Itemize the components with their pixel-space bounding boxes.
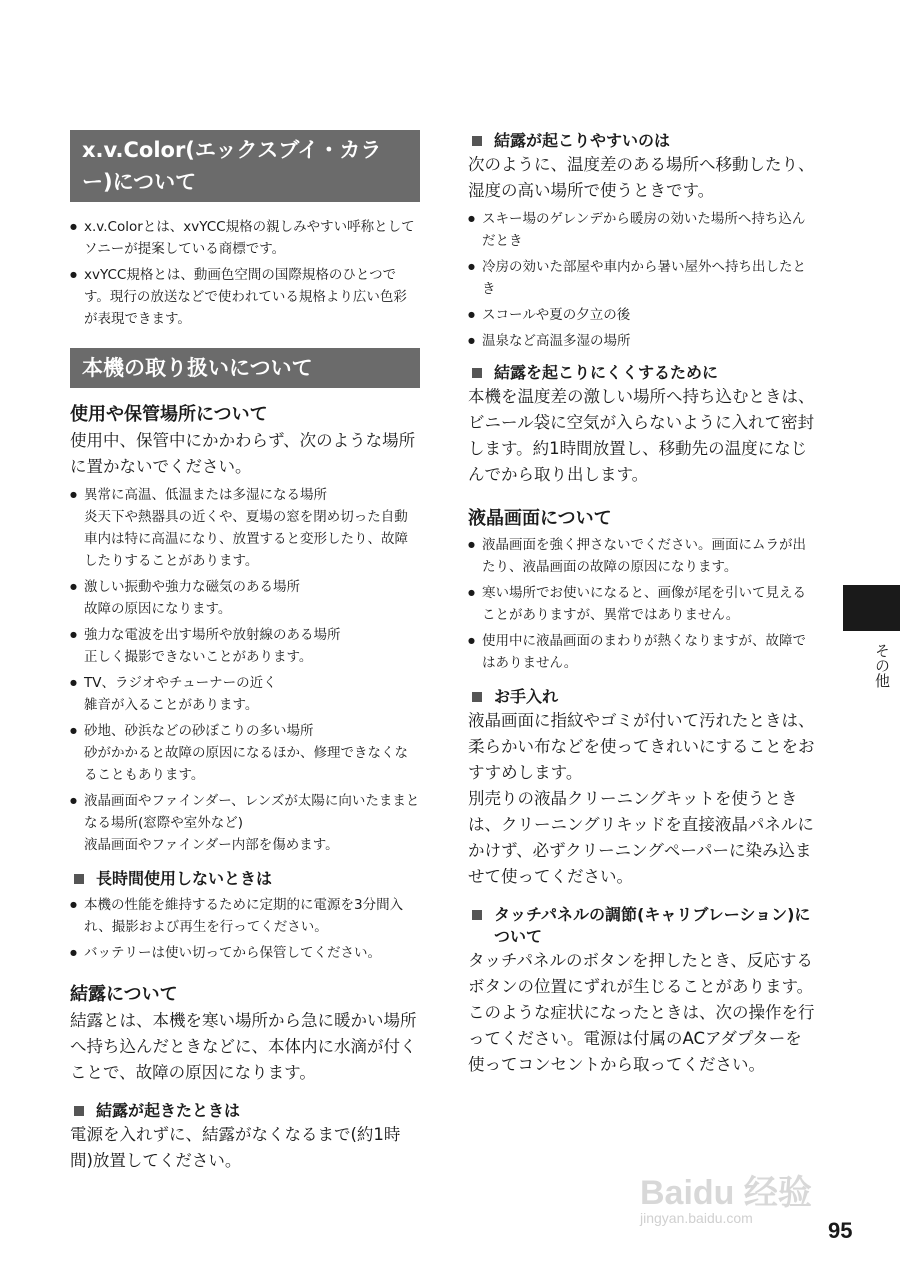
list-item: ● 寒い場所でお使いになると、画像が尾を引いて見えることがありますが、異常ではありません。 bbox=[468, 582, 818, 626]
occurred-heading: 結露が起きたときは bbox=[70, 1100, 420, 1122]
usage-intro: 使用中、保管中にかかわらず、次のような場所に置かないでください。 bbox=[70, 431, 416, 476]
list-item: ● 冷房の効いた部屋や車内から暑い屋外へ持ち出したとき bbox=[468, 256, 818, 300]
likely-text: 次のように、温度差のある場所へ移動したり、湿度の高い場所で使うときです。 bbox=[468, 155, 815, 200]
watermark-logo: Baidu 经验 bbox=[640, 1174, 812, 1212]
care-text-1: 液晶画面に指紋やゴミが付いて汚れたときは、柔らかい布などを使ってきれいにすることをおすすめします。 bbox=[468, 711, 815, 782]
longterm-list bbox=[70, 894, 420, 964]
lcd-heading: 液晶画面について bbox=[468, 508, 612, 529]
square-bullet-icon bbox=[472, 368, 482, 378]
condensation-text: 結露とは、本機を寒い場所から急に暖かい場所へ持ち込んだときなどに、本体内に水滴が付くことで、故障の原因になります。 bbox=[70, 1011, 417, 1082]
prevent-heading: 結露を起こりにくくするために bbox=[468, 362, 818, 384]
left-column bbox=[70, 130, 420, 1174]
square-bullet-icon bbox=[74, 1106, 84, 1116]
square-bullet-icon bbox=[74, 874, 84, 884]
square-bullet-icon bbox=[472, 692, 482, 702]
list-item: ● 使用中に液晶画面のまわりが熱くなりますが、故障ではありません。 bbox=[468, 630, 818, 674]
list-item: ● 異常に高温、低温または多湿になる場所 炎天下や熱器具の近くや、夏場の窓を閉め切った自動車内は特に高温になり、放置すると変形したり、故障したりすることがあります。 bbox=[70, 484, 420, 572]
care-heading: お手入れ bbox=[468, 686, 818, 708]
list-item: ● スコールや夏の夕立の後 bbox=[468, 304, 818, 326]
list-item: ● 激しい振動や強力な磁気のある場所 故障の原因になります。 bbox=[70, 576, 420, 620]
calibration-text-1: タッチパネルのボタンを押したとき、反応するボタンの位置にずれが生じることがあります。 bbox=[468, 951, 814, 996]
square-bullet-icon bbox=[472, 136, 482, 146]
list-item: ● TV、ラジオやチューナーの近く 雑音が入ることがあります。 bbox=[70, 672, 420, 716]
list-item: ● 温泉など高温多湿の場所 bbox=[468, 330, 818, 352]
lcd-list bbox=[468, 534, 818, 674]
side-section-label: その他 bbox=[873, 643, 891, 688]
occurred-text: 電源を入れずに、結露がなくなるまで(約1時間)放置してください。 bbox=[70, 1125, 401, 1170]
usage-heading: 使用や保管場所について bbox=[70, 404, 268, 425]
list-item: ● 本機の性能を維持するために定期的に電源を3分間入れ、撮影および再生を行ってください。 bbox=[70, 894, 420, 938]
usage-list bbox=[70, 484, 420, 856]
list-item: ● 強力な電波を出す場所や放射線のある場所 正しく撮影できないことがあります。 bbox=[70, 624, 420, 668]
care-text-2: 別売りの液晶クリーニングキットを使うときは、クリーニングリキッドを直接液晶パネルにかけず、必ずクリーニングペーパーに染み込ませて使ってください。 bbox=[468, 789, 814, 886]
xv-color-list bbox=[70, 216, 420, 330]
list-item: ● バッテリーは使い切ってから保管してください。 bbox=[70, 942, 420, 964]
calibration-heading: タッチパネルの調節(キャリブレーション)について bbox=[468, 904, 818, 948]
list-item: ● x.v.Colorとは、xvYCC規格の親しみやすい呼称としてソニーが提案している商標です。 bbox=[70, 216, 420, 260]
handling-section-title: 本機の取り扱いについて bbox=[70, 348, 420, 388]
section-tab-marker bbox=[843, 585, 900, 631]
list-item: ● 液晶画面を強く押さないでください。画面にムラが出たり、液晶画面の故障の原因になります。 bbox=[468, 534, 818, 578]
longterm-heading: 長時間使用しないときは bbox=[70, 868, 420, 890]
prevent-text: 本機を温度差の激しい場所へ持ち込むときは、ビニール袋に空気が入らないように入れて密封します。約1時間放置し、移動先の温度になじんでから取り出します。 bbox=[468, 387, 815, 484]
list-item: ● スキー場のゲレンデから暖房の効いた場所へ持ち込んだとき bbox=[468, 208, 818, 252]
square-bullet-icon bbox=[472, 910, 482, 920]
right-column bbox=[468, 130, 818, 1078]
list-item: ● 液晶画面やファインダー、レンズが太陽に向いたままとなる場所(窓際や室外など) 液晶画面やファインダー内部を傷めます。 bbox=[70, 790, 420, 856]
watermark-url: jingyan.baidu.com bbox=[640, 1210, 753, 1226]
list-item: ● 砂地、砂浜などの砂ぼこりの多い場所 砂がかかると故障の原因になるほか、修理できなくなることもあります。 bbox=[70, 720, 420, 786]
likely-list bbox=[468, 208, 818, 352]
xv-color-section-title: x.v.Color(エックスブイ・カラー)について bbox=[70, 130, 420, 202]
calibration-text-2: このような症状になったときは、次の操作を行ってください。電源は付属のACアダプターを使ってコンセントから取ってください。 bbox=[468, 1003, 815, 1074]
likely-heading: 結露が起こりやすいのは bbox=[468, 130, 818, 152]
list-item: ● xvYCC規格とは、動画色空間の国際規格のひとつです。現行の放送などで使われている規格より広い色彩が表現できます。 bbox=[70, 264, 420, 330]
page-number: 95 bbox=[828, 1218, 853, 1243]
condensation-heading: 結露について bbox=[70, 984, 178, 1005]
